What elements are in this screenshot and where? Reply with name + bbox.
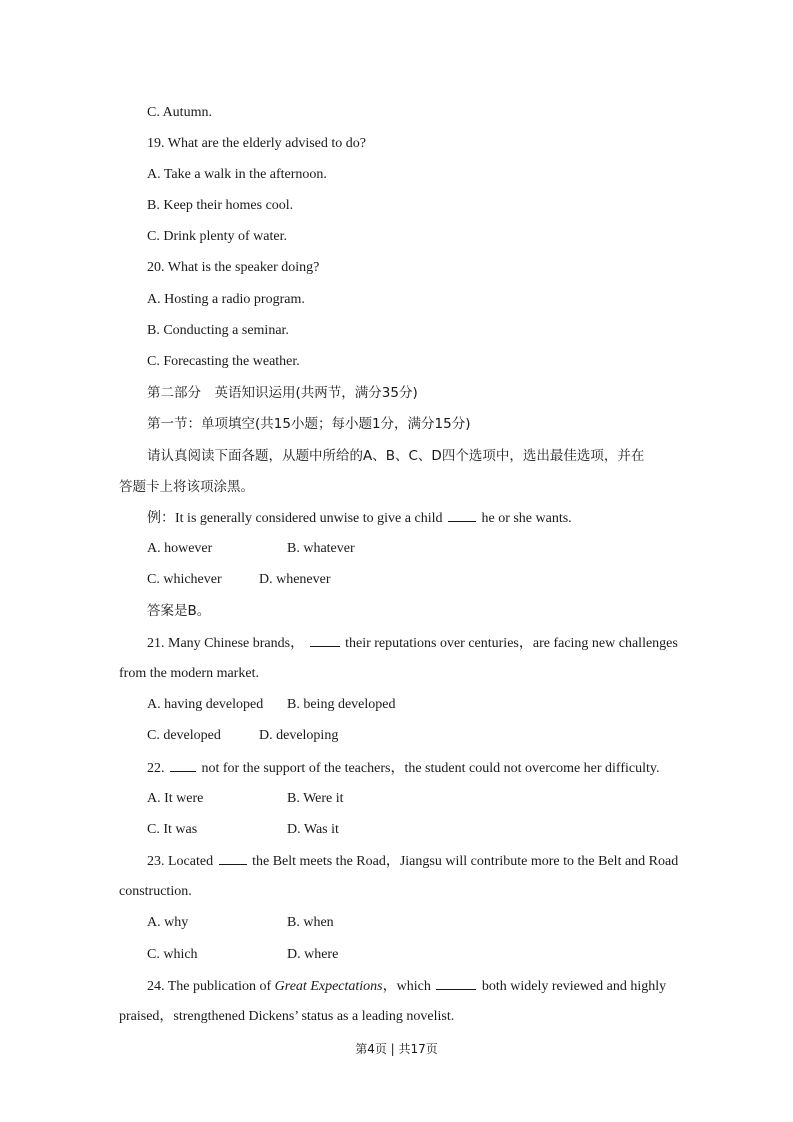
q19-option-a: A. Take a walk in the afternoon. [147, 167, 327, 182]
instruction-line-2: 答题卡上将该项涂黑。 [119, 479, 254, 495]
q22-stem-end: not for the support of the teachers，the student could not overcome her difficulty. [201, 761, 660, 776]
q23-stem-end: the Belt meets the Road，Jiangsu will contribute more to the Belt and Road [252, 854, 679, 869]
q24-book-title: Great Expectations [274, 979, 383, 994]
q18-option-c: C. Autumn. [147, 105, 212, 120]
page-number-footer: 第4页 | 共17页 [355, 1042, 438, 1056]
q21-option-d: D. developing [259, 728, 339, 743]
q22-option-b: B. Were it [287, 791, 344, 806]
q22-options-row-1 [147, 790, 344, 808]
q24-stem-start: 24. The publication of [147, 979, 272, 994]
q20-option-b: B. Conducting a seminar. [147, 323, 289, 338]
q23-stem [147, 852, 678, 871]
q23-stem-start: 23. Located [147, 854, 214, 869]
example-option-a: A. however [147, 541, 213, 556]
q22-options-row-2 [147, 821, 339, 839]
answer-blank [310, 634, 340, 647]
example-answer: 答案是B。 [147, 603, 211, 619]
q20-stem: 20. What is the speaker doing? [147, 260, 320, 275]
example-option-c: C. whichever [147, 572, 222, 587]
part2-heading: 第二部分 英语知识运用(共两节，满分35分) [147, 385, 418, 401]
q23-options-row-2 [147, 946, 339, 964]
q21-options-row-2 [147, 727, 339, 745]
q23-option-c: C. which [147, 947, 198, 962]
example-option-b: B. whatever [287, 541, 355, 556]
q24-stem [147, 977, 666, 996]
answer-blank [448, 509, 476, 522]
q24-stem-continued: praised，strengthened Dickens’ status as a leading novelist. [119, 1009, 455, 1024]
q21-stem [147, 634, 678, 653]
q21-option-a: A. having developed [147, 697, 264, 712]
q22-option-c: C. It was [147, 822, 198, 837]
q22-option-a: A. It were [147, 791, 204, 806]
q23-option-a: A. why [147, 915, 189, 930]
q24-stem-middle: ，which [382, 979, 431, 994]
q21-options-row-1 [147, 696, 396, 714]
example-options-row-1 [147, 540, 355, 558]
q23-option-d: D. where [287, 947, 339, 962]
example-option-d: D. whenever [259, 572, 331, 587]
q19-option-c: C. Drink plenty of water. [147, 229, 287, 244]
example-stem [147, 509, 572, 528]
q22-stem-start: 22. [147, 761, 165, 776]
example-stem-end: he or she wants. [481, 511, 572, 526]
q21-stem-start: 21. Many Chinese brands， [147, 636, 305, 651]
answer-blank [170, 759, 196, 772]
q24-stem-end: both widely reviewed and highly [481, 979, 667, 994]
q23-option-b: B. when [287, 915, 334, 930]
q19-stem: 19. What are the elderly advised to do? [147, 136, 366, 151]
answer-blank [436, 977, 476, 990]
q21-option-b: B. being developed [287, 697, 396, 712]
q23-stem-continued: construction. [119, 884, 192, 899]
instruction-line-1: 请认真阅读下面各题，从题中所给的A、B、C、D四个选项中，选出最佳选项，并在 [147, 448, 645, 464]
q21-stem-end: their reputations over centuries，are facing new challenges [345, 636, 678, 651]
q22-stem [147, 759, 659, 778]
q20-option-a: A. Hosting a radio program. [147, 292, 305, 307]
q20-option-c: C. Forecasting the weather. [147, 354, 300, 369]
example-options-row-2 [147, 571, 331, 589]
q19-option-b: B. Keep their homes cool. [147, 198, 294, 213]
answer-blank [219, 852, 247, 865]
example-stem-start: 例：It is generally considered unwise to give a child [147, 511, 443, 526]
q21-option-c: C. developed [147, 728, 221, 743]
q21-stem-continued: from the modern market. [119, 666, 259, 681]
q22-option-d: D. Was it [287, 822, 339, 837]
q23-options-row-1 [147, 914, 334, 932]
section1-heading: 第一节：单项填空(共15小题；每小题1分，满分15分) [147, 416, 471, 432]
